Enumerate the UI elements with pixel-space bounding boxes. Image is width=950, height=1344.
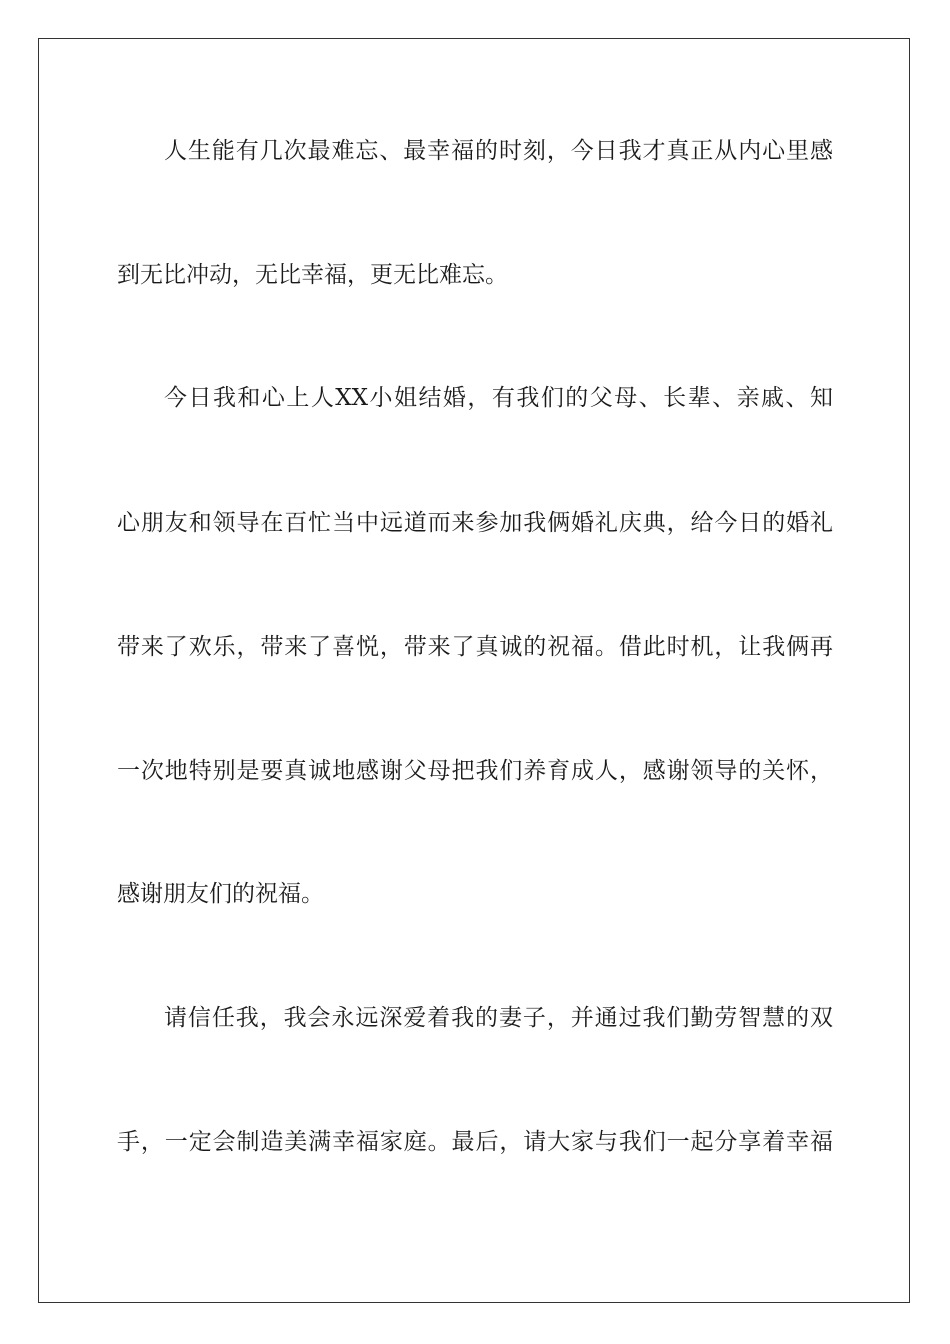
paragraph-2-line-5: 感谢朋友们的祝福。 [117, 881, 324, 907]
paragraph-2-line-1: 今日我和心上人XX小姐结婚，有我们的父母、长辈、亲戚、知 [164, 385, 833, 411]
paragraph-1-line-2: 到无比冲动，无比幸福，更无比难忘。 [117, 262, 508, 288]
paragraph-1-line-1: 人生能有几次最难忘、最幸福的时刻，今日我才真正从内心里感 [164, 138, 833, 164]
page-border [38, 38, 910, 1303]
paragraph-2-line-2: 心朋友和领导在百忙当中远道而来参加我俩婚礼庆典，给今日的婚礼 [117, 510, 833, 536]
paragraph-3-line-1: 请信任我，我会永远深爱着我的妻子，并通过我们勤劳智慧的双 [164, 1005, 833, 1031]
paragraph-2-line-4: 一次地特别是要真诚地感谢父母把我们养育成人，感谢领导的关怀， [117, 758, 833, 784]
paragraph-2-line-3: 带来了欢乐，带来了喜悦，带来了真诚的祝福。借此时机，让我俩再 [117, 634, 833, 660]
paragraph-3-line-2: 手，一定会制造美满幸福家庭。最后，请大家与我们一起分享着幸福 [117, 1129, 833, 1155]
